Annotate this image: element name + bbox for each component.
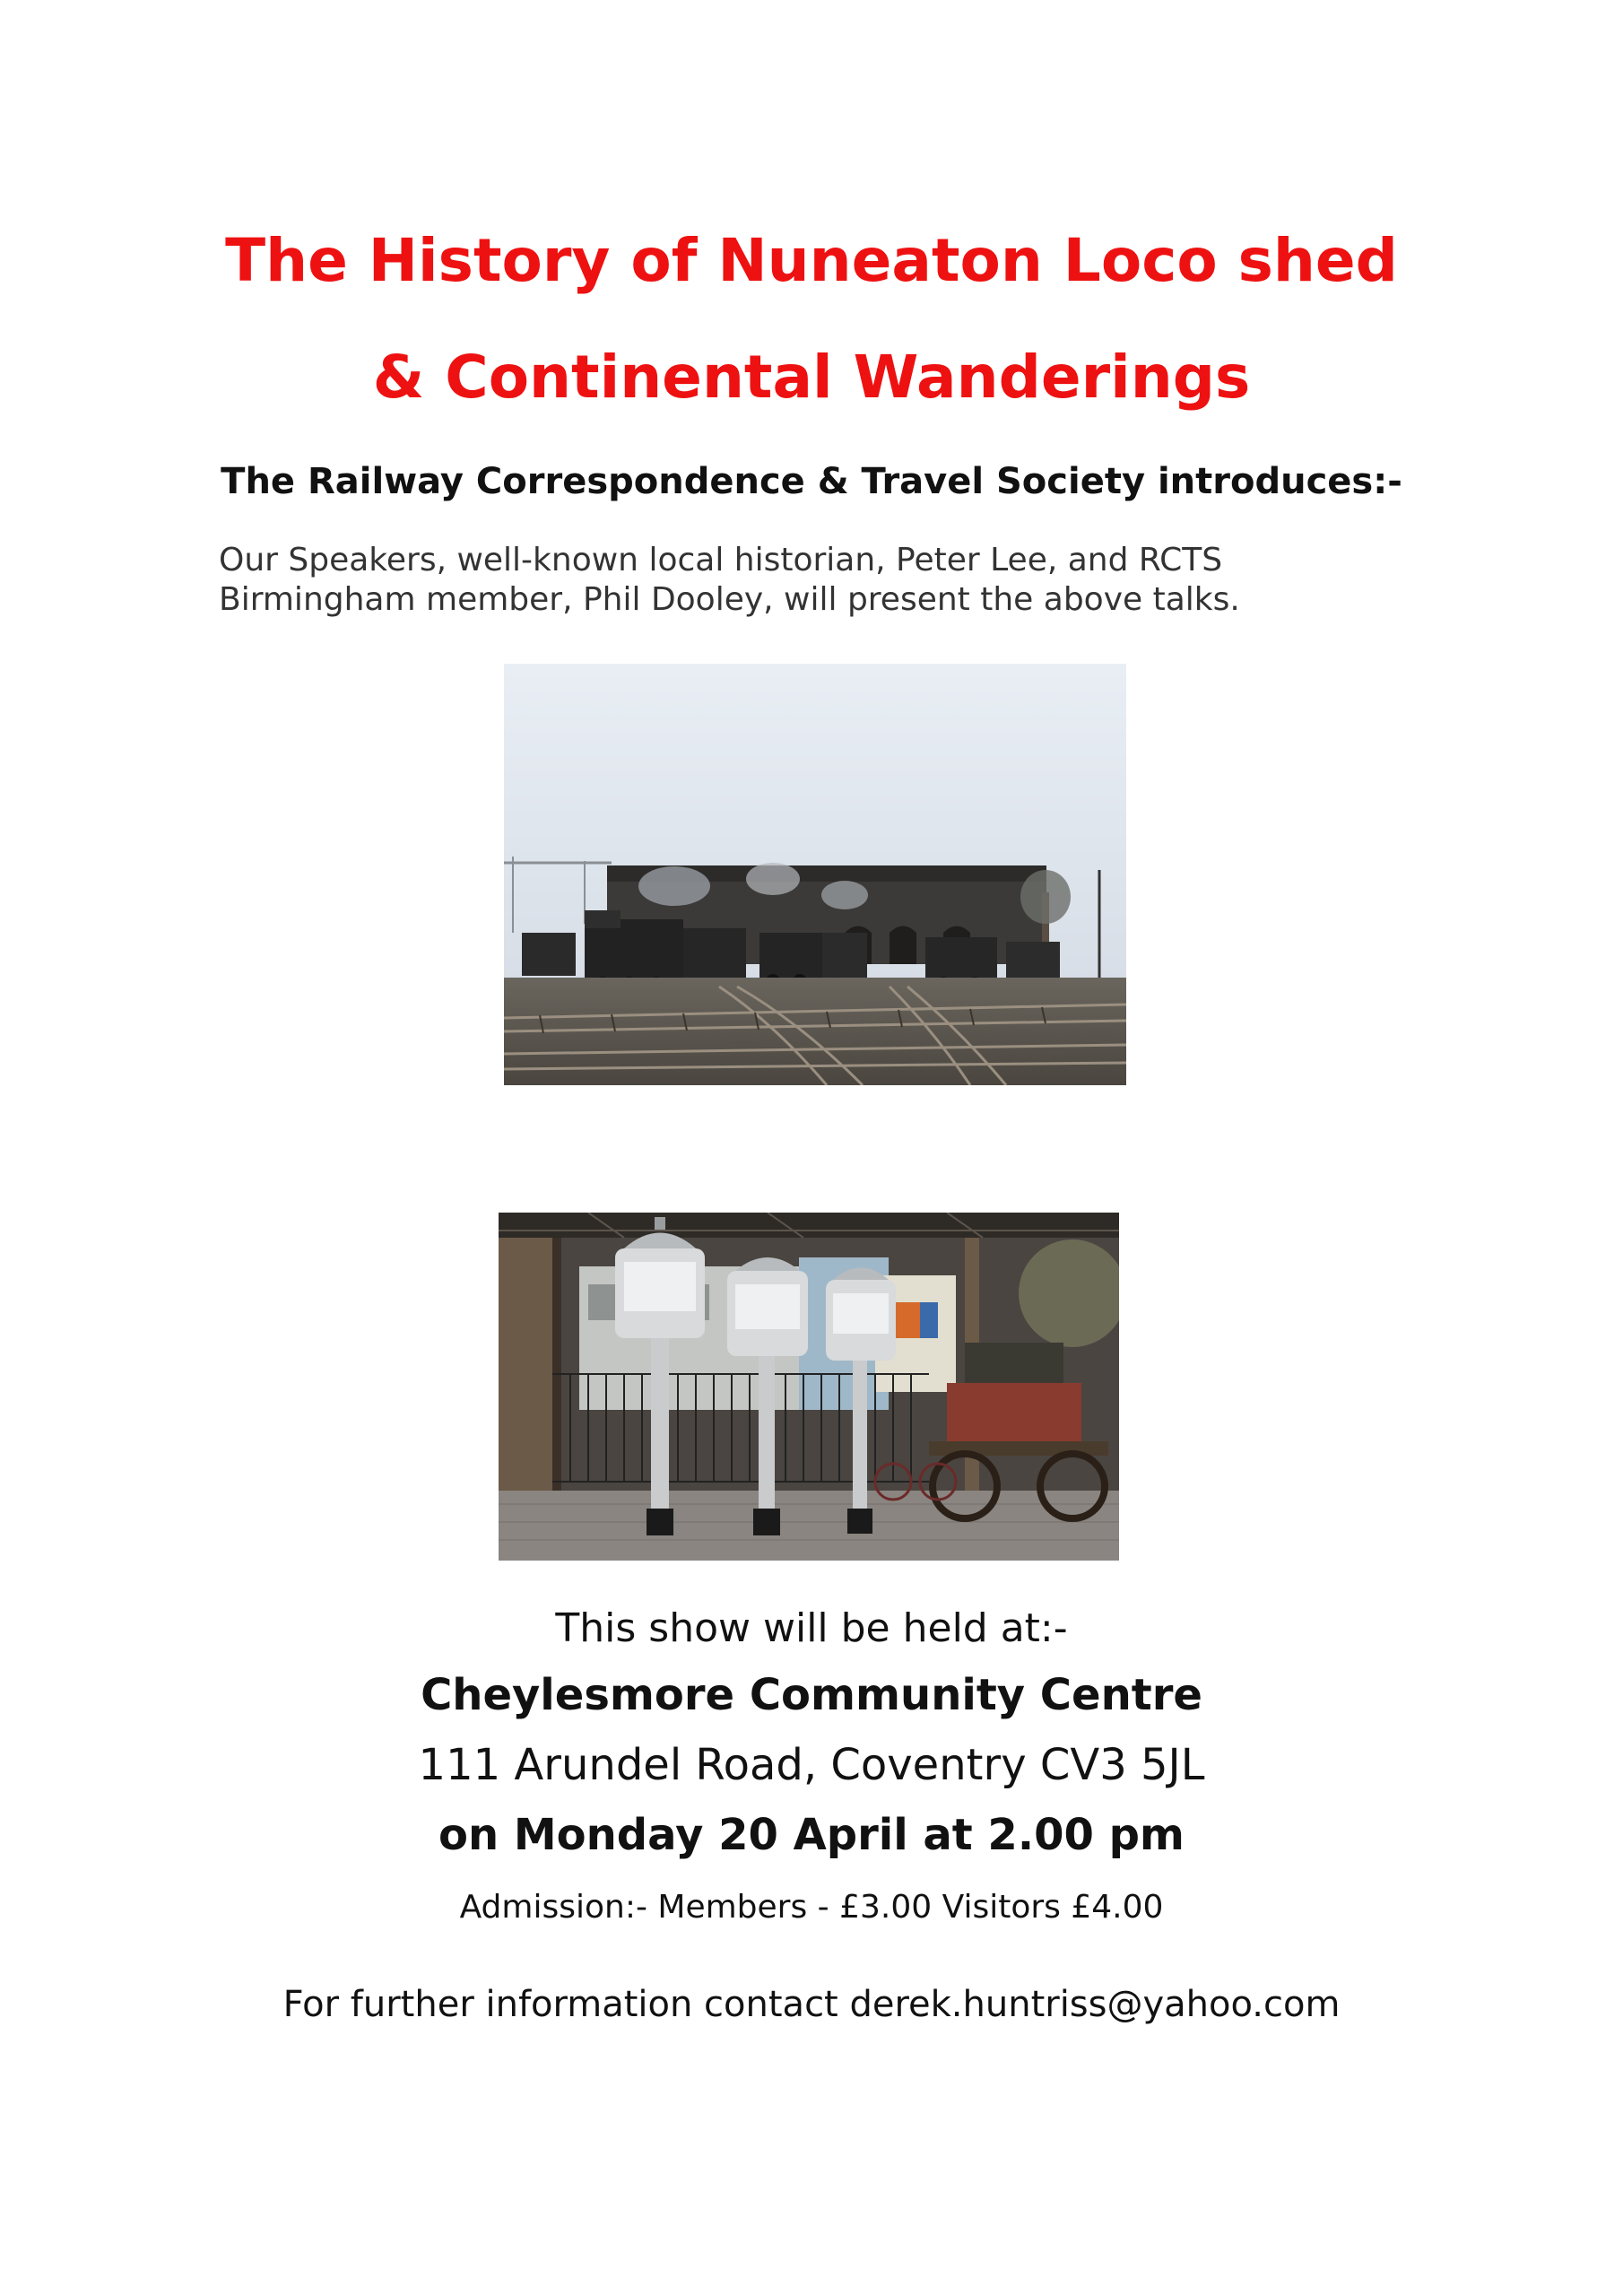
poster-subtitle: The Railway Correspondence & Travel Society introduces:-: [221, 461, 1402, 502]
poster-title-line-2: & Continental Wanderings: [372, 343, 1251, 412]
venue-name: Cheylesmore Community Centre: [421, 1670, 1202, 1720]
event-date-time: on Monday 20 April at 2.00 pm: [438, 1810, 1185, 1860]
poster-title-line-1: The History of Nuneaton Loco shed: [225, 226, 1398, 295]
venue-intro: This show will be held at:-: [555, 1605, 1068, 1651]
speakers-intro-line-2: Birmingham member, Phil Dooley, will present the above talks.: [219, 581, 1240, 618]
loco-shed-illustration: [504, 664, 1126, 1085]
station-lamps-illustration: [499, 1213, 1119, 1561]
speakers-intro-line-1: Our Speakers, well-known local historian, Peter Lee, and RCTS: [219, 542, 1223, 578]
contact-info: For further information contact derek.huntriss@yahoo.com: [282, 1984, 1341, 2025]
continental-station-photo: [499, 1213, 1119, 1561]
admission-prices: Admission:- Members - £3.00 Visitors £4.00: [459, 1889, 1164, 1926]
venue-address: 111 Arundel Road, Coventry CV3 5JL: [418, 1740, 1205, 1790]
loco-shed-photo: [504, 664, 1126, 1085]
